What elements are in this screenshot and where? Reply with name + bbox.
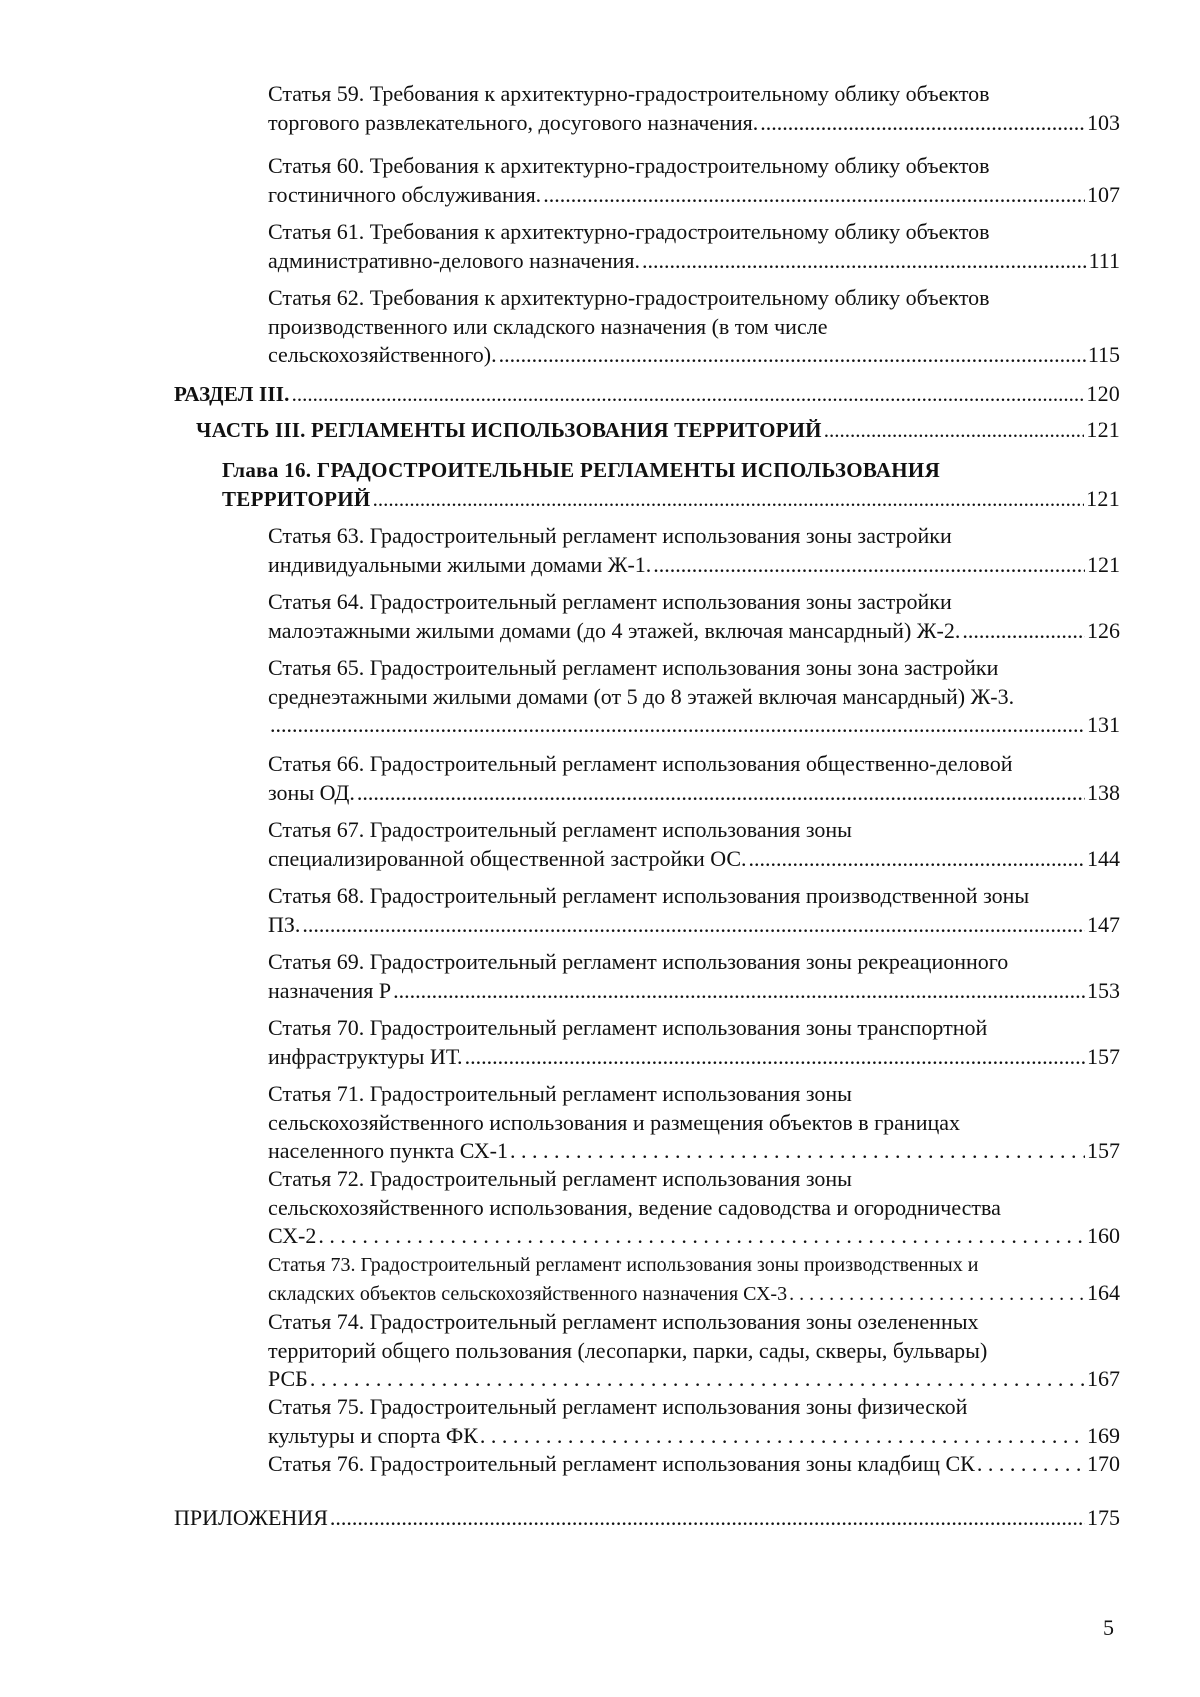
dot-leader <box>824 416 1085 445</box>
toc-page-number: 121 <box>1086 485 1120 511</box>
dot-leader <box>962 617 1085 646</box>
dot-leader <box>330 1504 1085 1533</box>
toc-entry-text: Статья 63. Градостроительный регламент использования зоны застройки <box>268 523 952 548</box>
dot-leader <box>465 1043 1085 1072</box>
toc-page-number: 170 <box>1087 1451 1120 1476</box>
toc-entry-article-64[interactable] <box>268 588 1120 645</box>
page-number: 5 <box>1103 1615 1114 1640</box>
toc-entry-text: среднеэтажными жилыми домами (от 5 до 8 этажей включая мансардный) Ж-3. <box>268 683 1015 709</box>
toc-entry-text: сельскохозяйственного). <box>268 342 497 367</box>
dot-leader <box>977 1450 1085 1479</box>
toc-page-number: 121 <box>1087 551 1120 577</box>
toc-entry-text: малоэтажными жилыми домами (до 4 этажей, включая мансардный) Ж-2. <box>268 617 961 643</box>
dot-leader <box>760 109 1085 138</box>
toc-entry-text: населенного пункта СХ-1 <box>268 1138 509 1163</box>
dot-leader <box>480 1422 1085 1451</box>
dot-leader <box>393 977 1085 1006</box>
toc-entry-text: сельскохозяйственного использования, ведение садоводства и огородничества <box>268 1194 1001 1220</box>
toc-entry-text: Статья 60. Требования к архитектурно-градостроительному облику объектов <box>268 153 990 178</box>
toc-entry-text: Статья 69. Градостроительный регламент использования зоны рекреационного <box>268 949 1009 974</box>
toc-entry-text: РАЗДЕЛ III. <box>174 382 290 406</box>
toc-entry-text: специализированной общественной застройки ОС. <box>268 845 747 871</box>
toc-entry-text: СХ-2 <box>268 1223 317 1248</box>
toc-entry-text: Статья 76. Градостроительный регламент использования зоны кладбищ СК <box>268 1451 975 1476</box>
toc-entry-text: торгового развлекательного, досугового назначения. <box>268 109 759 135</box>
toc-entry-part-3[interactable] <box>196 416 1120 445</box>
toc-entry-text: ПРИЛОЖЕНИЯ <box>174 1505 328 1530</box>
toc-entry-text: ЧАСТЬ III. РЕГЛАМЕНТЫ ИСПОЛЬЗОВАНИЯ ТЕРРИТОРИЙ <box>196 418 822 442</box>
toc-page-number: 157 <box>1087 1138 1120 1163</box>
toc-entry-article-74[interactable] <box>268 1308 1120 1394</box>
dot-leader <box>373 485 1085 514</box>
toc-entry-text: гостиничного обслуживания. <box>268 181 542 207</box>
toc-entry-article-67[interactable] <box>268 816 1120 873</box>
toc-entry-text: Статья 59. Требования к архитектурно-градостроительному облику объектов <box>268 81 990 106</box>
toc-page-number: 169 <box>1087 1422 1120 1448</box>
toc-entry-text: зоны ОД. <box>268 779 355 805</box>
toc-entry-text: административно-делового назначения. <box>268 247 640 273</box>
toc-entry-text: Статья 74. Градостроительный регламент использования зоны озелененных <box>268 1309 979 1334</box>
toc-entry-text: Статья 62. Требования к архитектурно-градостроительному облику объектов <box>268 285 990 310</box>
toc-page-number: 147 <box>1087 911 1120 937</box>
toc-entry-text: Статья 72. Градостроительный регламент использования зоны <box>268 1166 852 1191</box>
toc-page-number: 157 <box>1087 1043 1120 1069</box>
toc-entry-text: Статья 61. Требования к архитектурно-градостроительному облику объектов <box>268 219 990 244</box>
dot-leader <box>499 341 1086 370</box>
toc-entry-text: РСБ <box>268 1366 308 1391</box>
toc-entry-article-75[interactable] <box>268 1393 1120 1450</box>
toc-entry-text: индивидуальными жилыми домами Ж-1. <box>268 551 652 577</box>
toc-entry-article-72[interactable] <box>268 1165 1120 1251</box>
dot-leader <box>292 380 1085 409</box>
toc-entry-article-68[interactable] <box>268 882 1120 939</box>
toc-page-number: 160 <box>1087 1223 1120 1248</box>
toc-entry-article-59[interactable] <box>268 80 1120 137</box>
toc-entry-text: Статья 68. Градостроительный регламент использования производственной зоны <box>268 883 1030 908</box>
toc-entry-text: Глава 16. ГРАДОСТРОИТЕЛЬНЫЕ РЕГЛАМЕНТЫ ИСПОЛЬЗОВАНИЯ <box>222 458 941 482</box>
toc-entry-text: Статья 66. Градостроительный регламент использования общественно-деловой <box>268 751 1013 776</box>
toc-page-number: 121 <box>1086 417 1120 442</box>
toc-entry-text: Статья 67. Градостроительный регламент использования зоны <box>268 817 852 842</box>
toc-entry-article-69[interactable] <box>268 948 1120 1005</box>
toc-entry-text: Статья 75. Градостроительный регламент использования зоны физической <box>268 1394 968 1419</box>
dot-leader <box>642 247 1087 276</box>
toc-entry-text: назначения Р <box>268 977 392 1003</box>
dot-leader <box>510 1137 1085 1166</box>
toc-page-number: 111 <box>1088 247 1120 273</box>
toc-page-number: 175 <box>1087 1505 1120 1530</box>
toc-entry-article-71[interactable] <box>268 1080 1120 1166</box>
toc-page-number: 126 <box>1087 617 1120 643</box>
toc-page-number: 164 <box>1087 1280 1120 1305</box>
dot-leader <box>749 845 1085 874</box>
toc-entry-text: территорий общего пользования (лесопарки, парки, сады, скверы, бульвары) <box>268 1337 988 1363</box>
toc-page-number: 103 <box>1087 109 1120 135</box>
toc-entry-article-65[interactable] <box>268 654 1120 740</box>
toc-entry-text: Статья 70. Градостроительный регламент использования зоны транспортной <box>268 1015 988 1040</box>
toc-page-number: 115 <box>1087 342 1120 367</box>
toc-page-number: 153 <box>1087 977 1120 1003</box>
dot-leader <box>653 551 1085 580</box>
toc-page-number: 138 <box>1087 779 1120 805</box>
toc-page-number: 131 <box>1087 712 1120 737</box>
dot-leader <box>543 181 1085 210</box>
dot-leader <box>310 1365 1085 1394</box>
toc-entry-article-60[interactable] <box>268 152 1120 209</box>
toc-entry-article-61[interactable] <box>268 218 1120 275</box>
toc-entry-text: сельскохозяйственного использования и размещения объектов в границах <box>268 1109 961 1135</box>
toc-entry-text: культуры и спорта ФК <box>268 1422 478 1448</box>
toc-entry-text: инфраструктуры ИТ. <box>268 1043 463 1069</box>
dot-leader <box>357 779 1085 808</box>
toc-page-number: 167 <box>1087 1366 1120 1391</box>
dot-leader <box>270 711 1085 740</box>
toc-entry-text: Статья 64. Градостроительный регламент использования зоны застройки <box>268 589 952 614</box>
toc-entry-appendix[interactable] <box>174 1504 1120 1533</box>
toc-page-number: 107 <box>1087 181 1120 207</box>
dot-leader <box>302 911 1085 940</box>
toc-entry-text: Статья 65. Градостроительный регламент использования зоны зона застройки <box>268 655 999 680</box>
toc-entry-article-62[interactable] <box>268 284 1120 370</box>
toc-entry-section-3[interactable] <box>174 380 1120 409</box>
toc-entry-chapter-16[interactable] <box>222 456 1120 513</box>
toc-entry-article-66[interactable] <box>268 750 1120 807</box>
toc-entry-text: производственного или складского назначения (в том числе <box>268 313 828 339</box>
toc-page-number: 144 <box>1087 845 1120 871</box>
toc-entry-article-63[interactable] <box>268 522 1120 579</box>
toc-entry-text: ПЗ. <box>268 911 301 937</box>
dot-leader <box>789 1280 1085 1308</box>
toc-entry-text: Статья 73. Градостроительный регламент использования зоны производственных и <box>268 1254 979 1276</box>
toc-entry-text: складских объектов сельскохозяйственного назначения СХ-3 <box>268 1283 788 1305</box>
toc-entry-text: Статья 71. Градостроительный регламент использования зоны <box>268 1081 852 1106</box>
toc-entry-article-76[interactable] <box>268 1450 1120 1479</box>
toc-entry-article-70[interactable] <box>268 1014 1120 1071</box>
toc-entry-text: ТЕРРИТОРИЙ <box>222 486 371 511</box>
toc-page-number: 120 <box>1086 381 1120 406</box>
dot-leader <box>318 1222 1085 1251</box>
toc-entry-article-73[interactable] <box>268 1251 1120 1308</box>
